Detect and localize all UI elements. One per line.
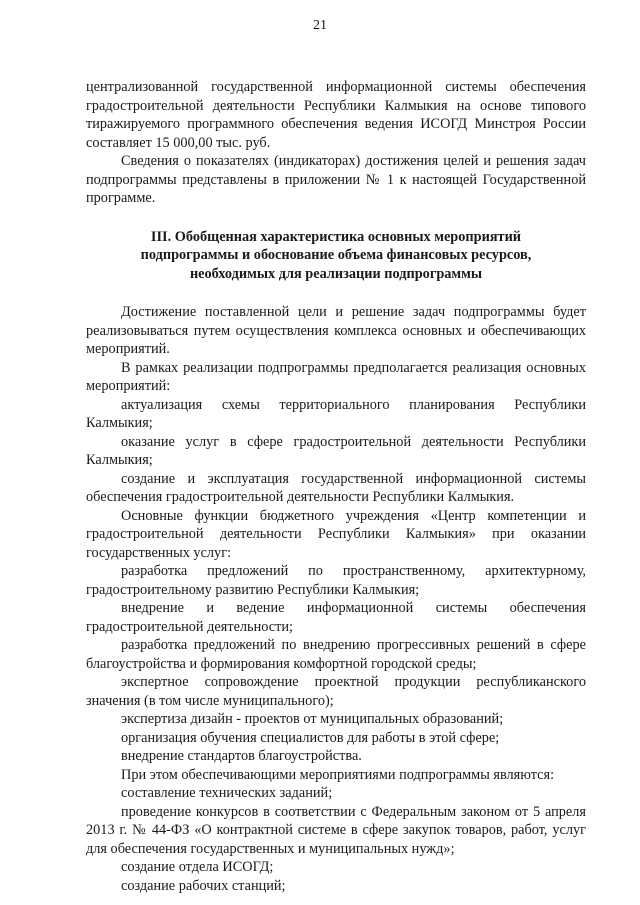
list-item-function-2: внедрение и ведение информационной системы обеспечения градостроительной деятельности; [86, 600, 586, 635]
page-number: 21 [313, 18, 327, 33]
list-item-supporting-1: составление технических заданий; [121, 785, 333, 801]
section-heading-line-1: III. Обобщенная характеристика основных мероприятий [150, 228, 522, 245]
list-item-function-7: внедрение стандартов благоустройства. [121, 748, 362, 764]
list-item-main-2: оказание услуг в сфере градостроительной деятельности Республики Калмыкия; [86, 433, 586, 468]
section-heading [86, 228, 586, 284]
document-body [86, 78, 586, 895]
section-heading-line-3: необходимых для реализации подпрограммы [189, 265, 483, 282]
paragraph-functions: Основные функции бюджетного учреждения «Центр компетенции и градостроительной деятельности Республики Калмыкия» при оказании государственных услуг: [86, 507, 586, 561]
paragraph-2: В рамках реализации подпрограммы предполагается реализация основных мероприятий: [86, 359, 586, 394]
list-item-supporting-2: проведение конкурсов в соответствии с Федеральным законом от 5 апреля 2013 г. № 44-ФЗ «О контрактной системе в сфере закупок товаров, работ, услуг для обеспечения государственных и муниципальных нужд»; [86, 803, 586, 857]
list-item-main-3: создание и эксплуатация государственной информационной системы обеспечения градостроительной деятельности Республики Калмыкия. [86, 470, 586, 505]
list-item-function-1: разработка предложений по пространственному, архитектурному, градостроительному развитию Республики Калмыкия; [86, 563, 586, 598]
section-heading-line-2: подпрограммы и обоснование объема финансовых ресурсов, [140, 247, 532, 263]
list-item-main-1: актуализация схемы территориального планирования Республики Калмыкия; [86, 396, 586, 431]
list-item-supporting-4: создание рабочих станций; [121, 877, 286, 894]
paragraph-supporting: При этом обеспечивающими мероприятиями подпрограммы являются: [121, 766, 555, 783]
paragraph-1: Достижение поставленной цели и решение задач подпрограммы будет реализовываться путем осуществления комплекса основных и обеспечивающих мероприятий. [86, 304, 586, 357]
list-item-function-5: экспертиза дизайн - проектов от муниципальных образований; [121, 711, 504, 727]
list-item-supporting-3: создание отдела ИСОГД; [121, 859, 274, 875]
intro-paragraph-2: Сведения о показателях (индикаторах) достижения целей и решения задач подпрограммы представлены в приложении № 1 к настоящей Государственной программе. [86, 153, 586, 206]
list-item-function-4: экспертное сопровождение проектной продукции республиканского значения (в том числе муниципального); [86, 674, 586, 709]
list-item-function-6: организация обучения специалистов для работы в этой сфере; [121, 729, 500, 746]
list-item-function-3: разработка предложений по внедрению прогрессивных решений в сфере благоустройства и формирования комфортной городской среды; [86, 637, 586, 672]
intro-paragraph-1: централизованной государственной информационной системы обеспечения градостроительной деятельности Республики Калмыкия на основе типового тиражируемого программного обеспечения ведения ИСОГД Минстроя России составляет 15 000,00 тыс. руб. [86, 79, 586, 151]
